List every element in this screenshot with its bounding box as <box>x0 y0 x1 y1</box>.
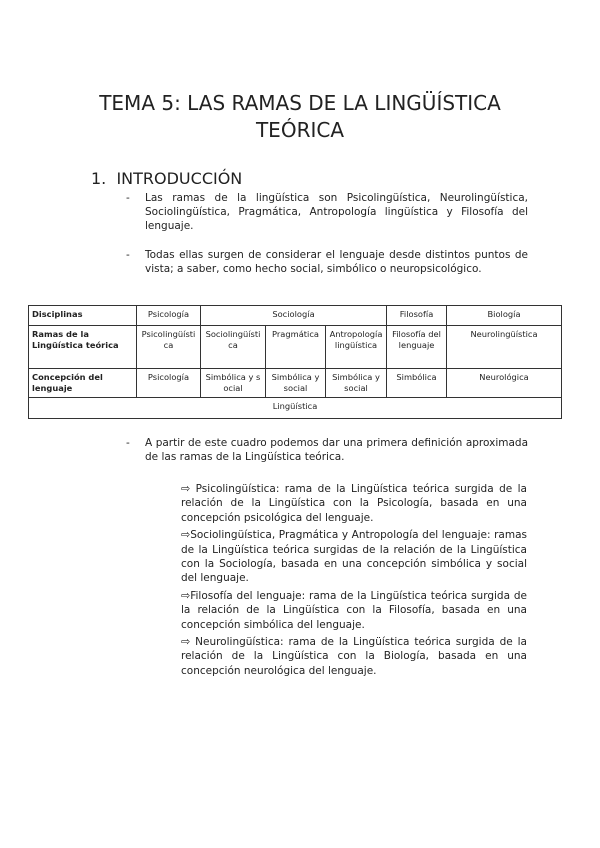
definition-item <box>181 482 527 525</box>
title-line-2: TEÓRICA <box>255 118 345 142</box>
definition-text: Filosofía del lenguaje: rama de la Lingüística teórica surgida de la relación de la Lingüística con la Filosofía, basada en una concepción simbólica del lenguaje. <box>181 589 527 631</box>
table-cell: Filosofía del lenguaje <box>387 326 447 369</box>
table-row <box>29 306 562 326</box>
arrow-right-icon: ⇨ <box>181 482 191 495</box>
table-cell: Simbólica y social <box>201 369 266 398</box>
bullet-marker: - <box>126 437 130 449</box>
bullet-text: Las ramas de la lingüística son Psicolingüística, Neurolingüística, Sociolingüística, Pragmática, Antropología lingüística y Filosofía del lenguaje. <box>145 192 528 232</box>
bullet-text: Todas ellas surgen de considerar el lenguaje desde distintos puntos de vista; a saber, como hecho social, simbólico o neuropsicológico. <box>145 249 528 275</box>
bullet-item <box>126 191 528 233</box>
bullet-text: A partir de este cuadro podemos dar una primera definición aproximada de las ramas de la Lingüística teórica. <box>145 437 528 463</box>
table-cell: Biología <box>447 306 562 326</box>
bullet-item <box>126 436 528 464</box>
arrow-right-icon: ⇨ <box>181 635 191 649</box>
definition-text: Sociolingüística, Pragmática y Antropología del lenguaje: ramas de la Lingüística teórica surgidas de la relación de la Lingüística con la Sociología, basada en una concepción simbólica y social del lenguaje. <box>181 529 527 585</box>
definition-item <box>181 528 527 586</box>
definition-text: Neurolingüística: rama de la Lingüística teórica surgida de la relación de la Lingüística con la Biología, basada en una concepción neurológica del lenguaje. <box>181 636 527 677</box>
table-row <box>29 398 562 419</box>
table-cell-header: Concepción del lenguaje <box>29 369 137 398</box>
definition-text: Psicolingüística: rama de la Lingüística teórica surgida de la relación de la Lingüística con la Psicología, basada en una concepción psicológica del lenguaje. <box>181 483 527 524</box>
disciplines-table <box>28 305 562 419</box>
definitions-list <box>181 482 527 681</box>
table-row <box>29 326 562 369</box>
table-cell: Filosofía <box>387 306 447 326</box>
bullet-marker: - <box>126 192 130 204</box>
table-footer-cell: Lingüística <box>29 398 562 419</box>
table-cell: Neurológica <box>447 369 562 398</box>
bullet-marker: - <box>126 249 130 261</box>
table-cell: Psicología <box>137 306 201 326</box>
definition-item <box>181 589 527 632</box>
table-cell: Neurolingüística <box>447 326 562 369</box>
section-heading <box>91 170 242 188</box>
table-cell: Psicolingüística <box>137 326 201 369</box>
table-cell-header: Disciplinas <box>29 306 137 326</box>
table-cell: Sociología <box>201 306 387 326</box>
arrow-right-icon: ⇨ <box>181 528 191 542</box>
arrow-right-icon: ⇨ <box>181 588 191 602</box>
table-cell: Simbólica y social <box>266 369 326 398</box>
definition-item <box>181 635 527 678</box>
table-cell: Sociolingüística <box>201 326 266 369</box>
section-title: INTRODUCCIÓN <box>116 169 243 188</box>
table-cell: Antropología lingüística <box>326 326 387 369</box>
title-line-1: TEMA 5: LAS RAMAS DE LA LINGÜÍSTICA <box>99 91 501 115</box>
bullet-item <box>126 248 528 276</box>
table-cell: Simbólica <box>387 369 447 398</box>
table-cell: Psicología <box>137 369 201 398</box>
table-row <box>29 369 562 398</box>
page-title <box>40 90 560 144</box>
table-cell: Simbólica y social <box>326 369 387 398</box>
section-number: 1. <box>91 169 107 188</box>
table-cell-header: Ramas de la Lingüística teórica <box>29 326 137 369</box>
table-cell: Pragmática <box>266 326 326 369</box>
